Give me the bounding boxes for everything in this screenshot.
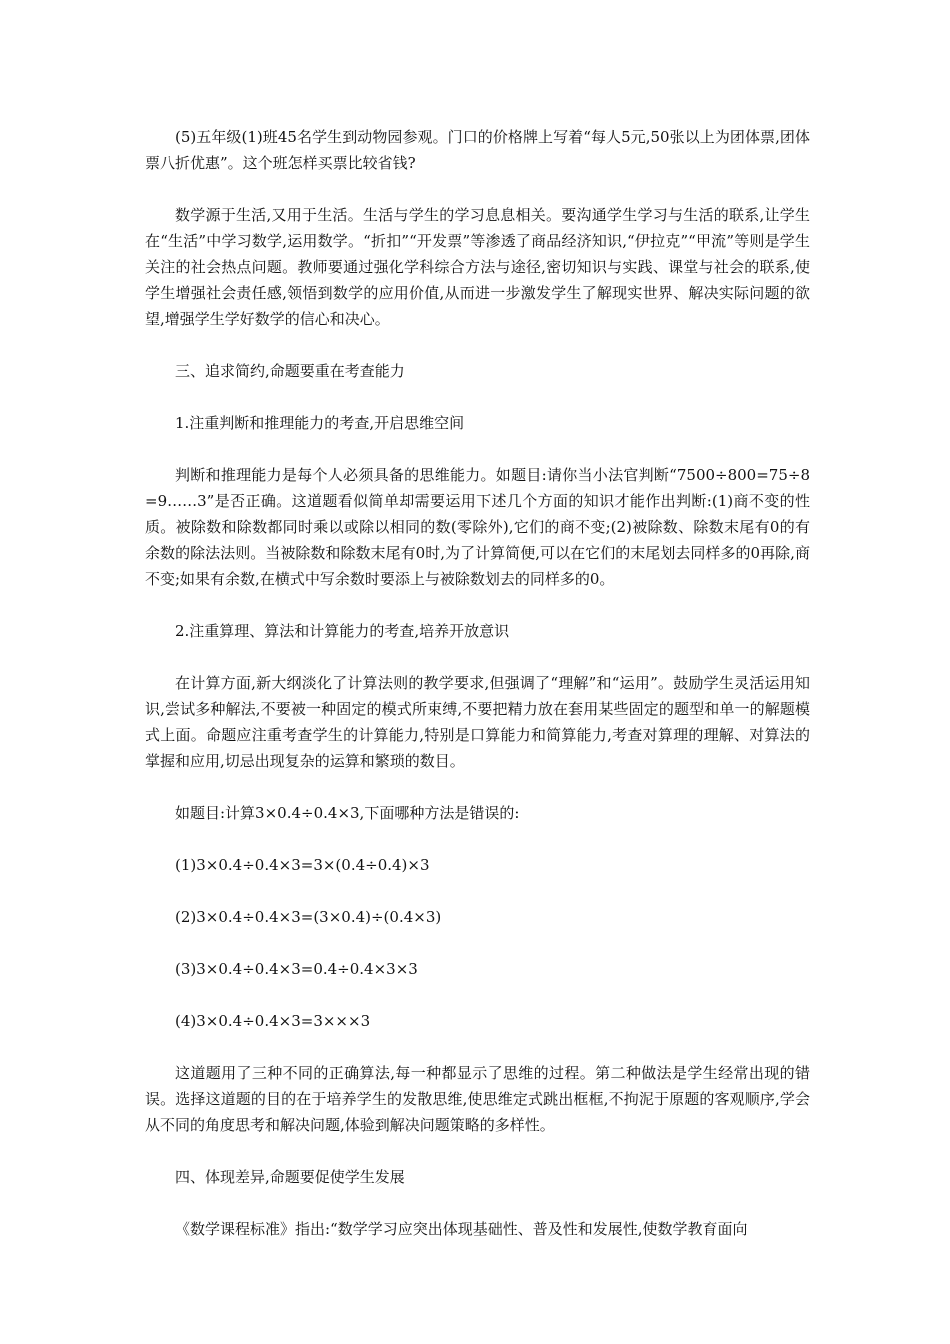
paragraph-example-question: 如题目:计算3×0.4÷0.4×3,下面哪种方法是错误的: [175,804,520,822]
list-item-option-3: (3)3×0.4÷0.4×3=0.4÷0.4×3×3 [175,960,418,978]
paragraph-explanation: 这道题用了三种不同的正确算法,每一种都显示了思维的过程。第二种做法是学生经常出现的错误。选择这道题的目的在于培养学生的发散思维,使思维定式跳出框框,不拘泥于原题的客观顺序,学会从不同的角度思考和解决问题,体验到解决问题策略的多样性。 [145,1064,810,1134]
list-item-option-4: (4)3×0.4÷0.4×3=3×××3 [175,1012,371,1030]
subheading-3-1: 1.注重判断和推理能力的考查,开启思维空间 [175,414,465,432]
paragraph-math-from-life: 数学源于生活,又用于生活。生活与学生的学习息息相关。要沟通学生学习与生活的联系,让学生在“生活”中学习数学,运用数学。“折扣”“开发票”等渗透了商品经济知识,“伊拉克”“甲流”等则是学生关注的社会热点问题。教师要通过强化学科综合方法与途径,密切知识与实践、课堂与社会的联系,使学生增强社会责任感,领悟到数学的应用价值,从而进一步激发学生了解现实世界、解决实际问题的欲望,增强学生学好数学的信心和决心。 [145,206,810,328]
document-body [145,124,810,1268]
paragraph-calculation: 在计算方面,新大纲淡化了计算法则的教学要求,但强调了“理解”和“运用”。鼓励学生灵活运用知识,尝试多种解法,不要被一种固定的模式所束缚,不要把精力放在套用某些固定的题型和单一的解题模式上面。命题应注重考查学生的计算能力,特别是口算能力和简算能力,考查对算理的理解、对算法的掌握和应用,切忌出现复杂的运算和繁琐的数目。 [145,674,810,770]
paragraph-curriculum-standard: 《数学课程标准》指出:“数学学习应突出体现基础性、普及性和发展性,使数学教育面向 [175,1220,748,1238]
list-item-option-2: (2)3×0.4÷0.4×3=(3×0.4)÷(0.4×3) [175,908,442,926]
list-item-option-1: (1)3×0.4÷0.4×3=3×(0.4÷0.4)×3 [175,856,430,874]
paragraph-judgment-reasoning: 判断和推理能力是每个人必须具备的思维能力。如题目:请你当小法官判断“7500÷800=75÷8=9……3”是否正确。这道题看似简单却需要运用下述几个方面的知识才能作出判断:(1)商不变的性质。被除数和除数都同时乘以或除以相同的数(零除外),它们的商不变;(2)被除数、除数末尾有0的有余数的除法法则。当被除数和除数末尾有0时,为了计算简便,可以在它们的末尾划去同样多的0再除,商不变;如果有余数,在横式中写余数时要添上与被除数划去的同样多的0。 [145,466,810,588]
section-heading-4: 四、体现差异,命题要促使学生发展 [175,1168,405,1186]
subheading-3-2: 2.注重算理、算法和计算能力的考查,培养开放意识 [175,622,510,640]
section-heading-3: 三、追求简约,命题要重在考查能力 [175,362,405,380]
paragraph-problem-5: (5)五年级(1)班45名学生到动物园参观。门口的价格牌上写着“每人5元,50张以上为团体票,团体票八折优惠”。这个班怎样买票比较省钱? [145,128,810,172]
